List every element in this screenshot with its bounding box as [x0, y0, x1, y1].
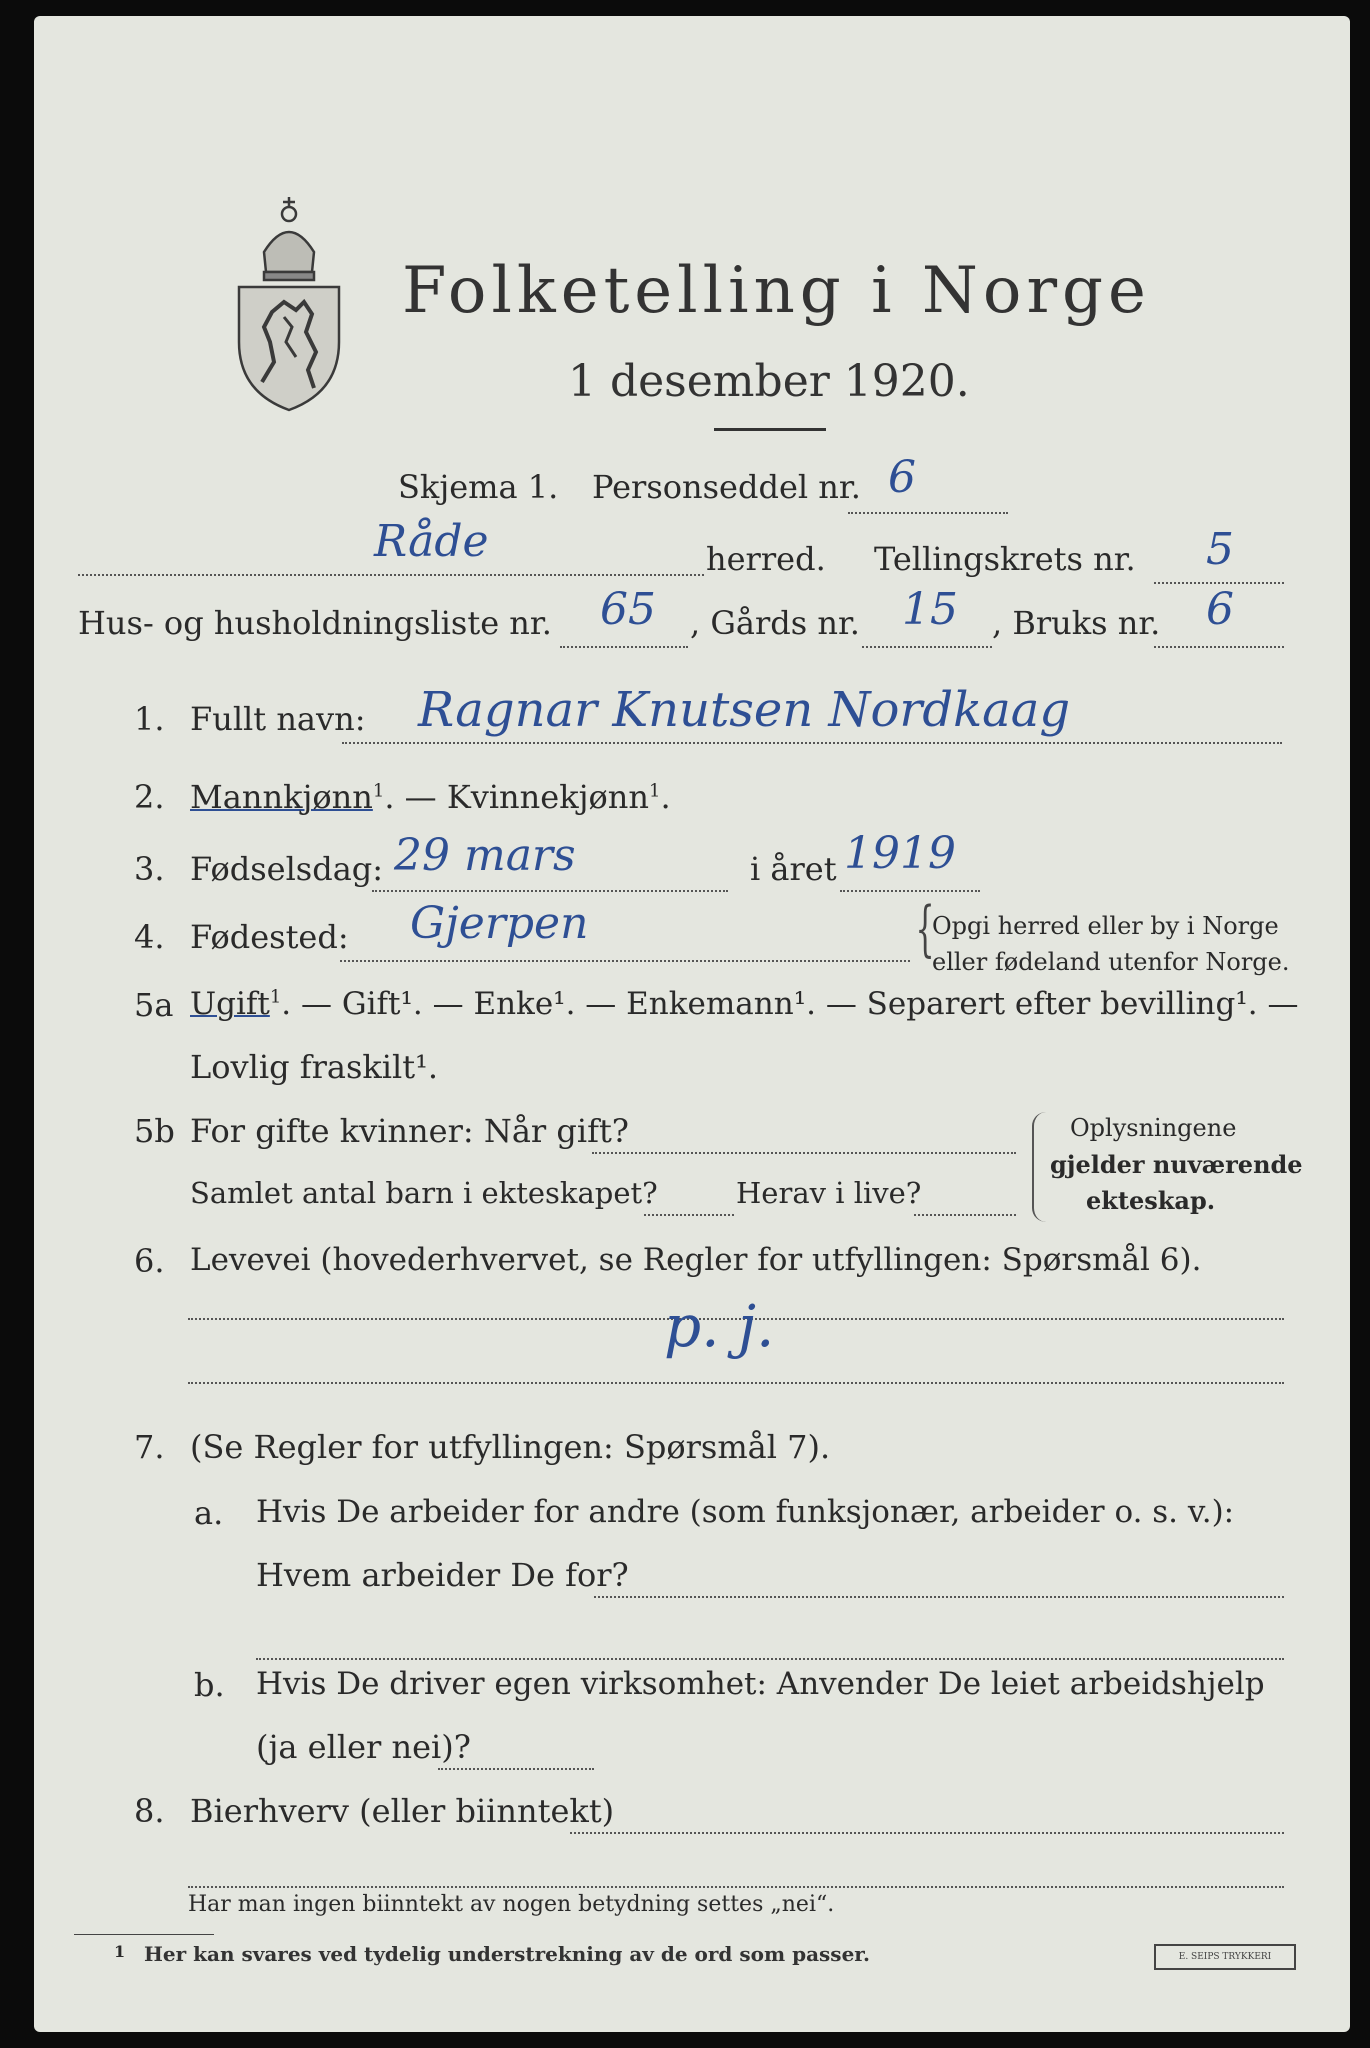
option-ugift: Ugift	[190, 986, 270, 1022]
q4-label: Fødested:	[190, 918, 349, 956]
herred-label: herred.	[706, 540, 826, 578]
birth-year-value: 1919	[844, 828, 956, 879]
birthplace-value: Gjerpen	[410, 898, 589, 949]
coat-of-arms-icon	[234, 192, 344, 414]
footnote-text: Her kan svares ved tydelig understrekning av de ord som passer.	[144, 1942, 870, 1966]
skjema-label: Skjema 1.	[398, 468, 559, 506]
no-income-note: Har man ingen biinntekt av nogen betydning settes „nei“.	[188, 1892, 835, 1917]
q5b-note-1: Oplysningene	[1070, 1114, 1237, 1142]
q5a-line2: Lovlig fraskilt¹.	[190, 1048, 439, 1086]
q5b-brace	[1032, 1112, 1046, 1222]
footnote-marker: 1	[114, 1942, 126, 1961]
printer-stamp: E. SEIPS TRYKKERI	[1154, 1944, 1296, 1970]
q5b-children-label: Samlet antal barn i ekteskapet?	[190, 1176, 658, 1210]
footnote-rule	[74, 1934, 214, 1935]
q5b-line1: For gifte kvinner: Når gift?	[190, 1112, 629, 1150]
husliste-value: 65	[600, 584, 656, 635]
q8-number: 8.	[134, 1792, 165, 1830]
census-form	[34, 16, 1350, 2032]
husliste-label: Hus- og husholdningsliste nr.	[78, 604, 552, 642]
gards-label: , Gårds nr.	[690, 604, 860, 642]
q3-number: 3.	[134, 850, 165, 888]
q5b-note-3: ekteskap.	[1086, 1186, 1216, 1215]
q6-number: 6.	[134, 1242, 165, 1280]
gards-value: 15	[902, 584, 958, 635]
q5b-number: 5b	[134, 1112, 175, 1150]
q2-number: 2.	[134, 778, 165, 816]
birthday-value: 29 mars	[394, 830, 576, 881]
full-name-value: Ragnar Knutsen Nordkaag	[418, 682, 1071, 738]
bruks-label: , Bruks nr.	[992, 604, 1161, 642]
q7-label: (Se Regler for utfyllingen: Spørsmål 7).	[190, 1428, 831, 1466]
census-date: 1 desember 1920.	[568, 356, 970, 407]
q7a-text: Hvis De arbeider for andre (som funksjonær, arbeider o. s. v.):	[256, 1494, 1235, 1530]
q7a-letter: a.	[194, 1494, 224, 1532]
q5b-alive-label: Herav i live?	[736, 1176, 922, 1210]
form-title: Folketelling i Norge	[402, 254, 1151, 328]
q3-label: Fødselsdag:	[190, 850, 384, 888]
herred-value: Råde	[374, 516, 489, 567]
tellingskrets-label: Tellingskrets nr.	[874, 540, 1136, 578]
note-brace: {	[915, 894, 935, 964]
q8-label: Bierhverv (eller biinntekt)	[190, 1792, 615, 1830]
q7-number: 7.	[134, 1428, 165, 1466]
q4-number: 4.	[134, 918, 165, 956]
q5a-options: Ugift$^1$. — Gift¹. — Enke¹. — Enkemann¹. — Separert efter bevilling¹. —	[190, 986, 1299, 1022]
birthplace-note-1: Opgi herred eller by i Norge	[932, 912, 1279, 940]
year-label: i året	[750, 850, 837, 888]
q7b-letter: b.	[194, 1666, 225, 1704]
q1-label: Fullt navn:	[190, 700, 366, 738]
q1-number: 1.	[134, 700, 165, 738]
personseddel-label: Personseddel nr.	[592, 468, 861, 506]
personseddel-value: 6	[888, 452, 916, 503]
q2-options: Mannkjønn$^1$. — Kvinnekjønn$^1$.	[190, 778, 671, 816]
birthplace-note-2: eller fødeland utenfor Norge.	[932, 948, 1290, 976]
q7b-text: Hvis De driver egen virksomhet: Anvender De leiet arbeidshjelp	[256, 1666, 1265, 1702]
occupation-value: p. j.	[664, 1292, 775, 1360]
q7b-question: (ja eller nei)?	[256, 1728, 471, 1766]
q5a-number: 5a	[134, 986, 174, 1024]
q6-label: Levevei (hovederhvervet, se Regler for utfyllingen: Spørsmål 6).	[190, 1242, 1202, 1278]
bruks-value: 6	[1206, 584, 1234, 635]
q5b-note-2: gjelder nuværende	[1050, 1150, 1303, 1179]
option-kvinnekjonn: Kvinnekjønn	[446, 778, 649, 816]
q7a-question: Hvem arbeider De for?	[256, 1556, 629, 1594]
title-divider	[714, 428, 826, 431]
tellingskrets-value: 5	[1206, 524, 1234, 575]
option-mannkjonn: Mannkjønn	[190, 778, 373, 816]
